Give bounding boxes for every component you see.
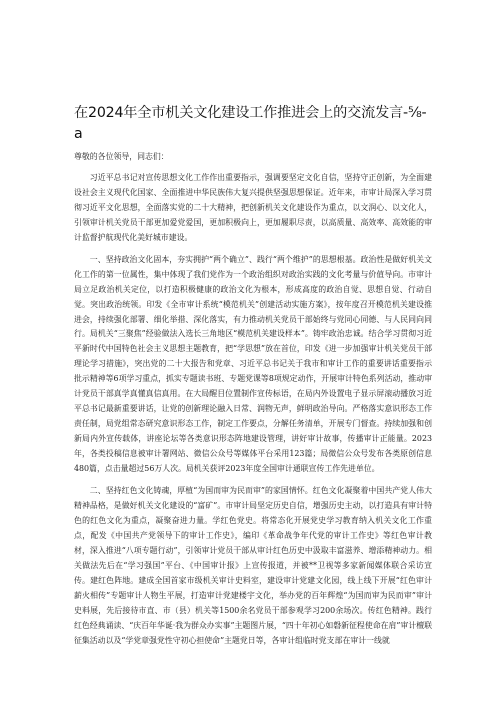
paragraph-intro: 习近平总书记对宣传思想文化工作作出重要指示，强调要坚定文化自信，坚持守正创新，为全面建设社会主义现代化国家、全面推进中华民族伟大复兴提供坚强思想保证。近年来，市审计局深入学习贯彻习近平文化思想，全面落实党的二十大精神，把创新机关文化建设作为重点，以文润心、以文化人，引领审计机关党员干部更加爱党爱国，更加积极向上，更加履职尽责，以高质量、高效率、高效能的审计监督护航现代化美好城市建设。 xyxy=(74,172,432,242)
salutation: 尊敬的各位领导，同志们： xyxy=(74,152,169,161)
document-body xyxy=(74,150,432,656)
paragraph-political-culture: 一、坚持政治文化固本，夯实拥护“两个确立”、践行“两个维护”的思想根基。政治性是做好机关文化工作的第一位属性，集中体现了我们党作为一个政治组织对政治实践的文化考量与价值导向。市审计局立足政治机关定位，以打造积极健康的政治文化为根本，形成高度的政治自觉、思想自觉、行动自觉。突出政治统领。印发《全市审计系统“模范机关”创建活动实施方案》，按年度召开模范机关建设推进会，持续强化部署、细化举措、深化落实，有力推动机关党员干部始终与党同心同德、与人民同向同行。局机关“三聚焦”经验做法入选长三角地区“模范机关建设样本”。铸牢政治忠诚。结合学习贯彻习近平新时代中国特色社会主义思想主题教育，把“学思想”放在首位，印发《进一步加强审计机关党员干部理论学习措施》，突出党的二十大报告和党章、习近平总书记关于我市和审计工作的重要讲话重要指示批示精神等6项学习重点，抓实专题读书班、专题党课等8项规定动作，开展审计特色系列活动，推动审计党员干部真学真懂真信真用。在大局醒目位置制作宣传标语，在局内外设置电子显示屏滚动播放习近平总书记最新重要讲话，让党的创新理论融入日常、润物无声，鲜明政治导向。严格落实意识形态工作责任制，局党组常态研究意识形态工作，制定工作要点，分解任务清单，开展专门督查。持续加强和创新局内外宣传载体，讲座论坛等各类意识形态阵地建设管理，讲好审计故事，传播审计正能量。2023年，各类投稿信息被审计署网站、微信公众号等媒体平台采用123篇；局微信公众号发布各类原创信息480篇，点击量超过56万人次。局机关获评2023年度全国审计通联宣传工作先进单位。 xyxy=(74,254,432,474)
page-title: 在2024年全市机关文化建设工作推进会上的交流发言-⅝-a xyxy=(74,105,427,142)
paragraph-red-culture: 二、坚持红色文化铸魂，厚植“为国而审为民而审”的家国情怀。红色文化凝聚着中国共产党人伟大精神品格，是做好机关文化建设的“富矿”。市审计局坚定历史自信，增强历史主动，以打造具有审计特色的红色文化为重点，凝聚奋进力量。学红色党史。将常态化开展党史学习教育纳入机关文化工作重点，配发《中国共产党领导下的审计工作史》，编印《革命战争年代党的审计工作史》等红色审计教材，深入推进“八项专题行动”，引领审计党员干部从审计红色历史中汲取丰富滋养、增添精神动力。相关做法先后在“学习强国”平台、《中国审计报》上宣传报道，并被**卫视等多家新闻媒体联合采访宣传。建红色阵地。建成全国首家市级机关审计史料室，建设审计党建文化园，线上线下开展“红色审计薪火相传”专题审计人物生平展，打造审计党建楼宇文化，举办党的百年辉煌“为国而审为民而审”审计史料展，先后接待市直、市（县）机关等1500余名党员干部参观学习200余场次。传红色精神。践行红色经典诵读、“庆百年华诞·我为群众办实事”主题图片展，“四十年初心如磐新征程使命在肩”审计檀联征集活动以及“学党章强党性守初心担使命”主题党日等，各审计组临时党支部在审计一线就 xyxy=(74,486,432,645)
